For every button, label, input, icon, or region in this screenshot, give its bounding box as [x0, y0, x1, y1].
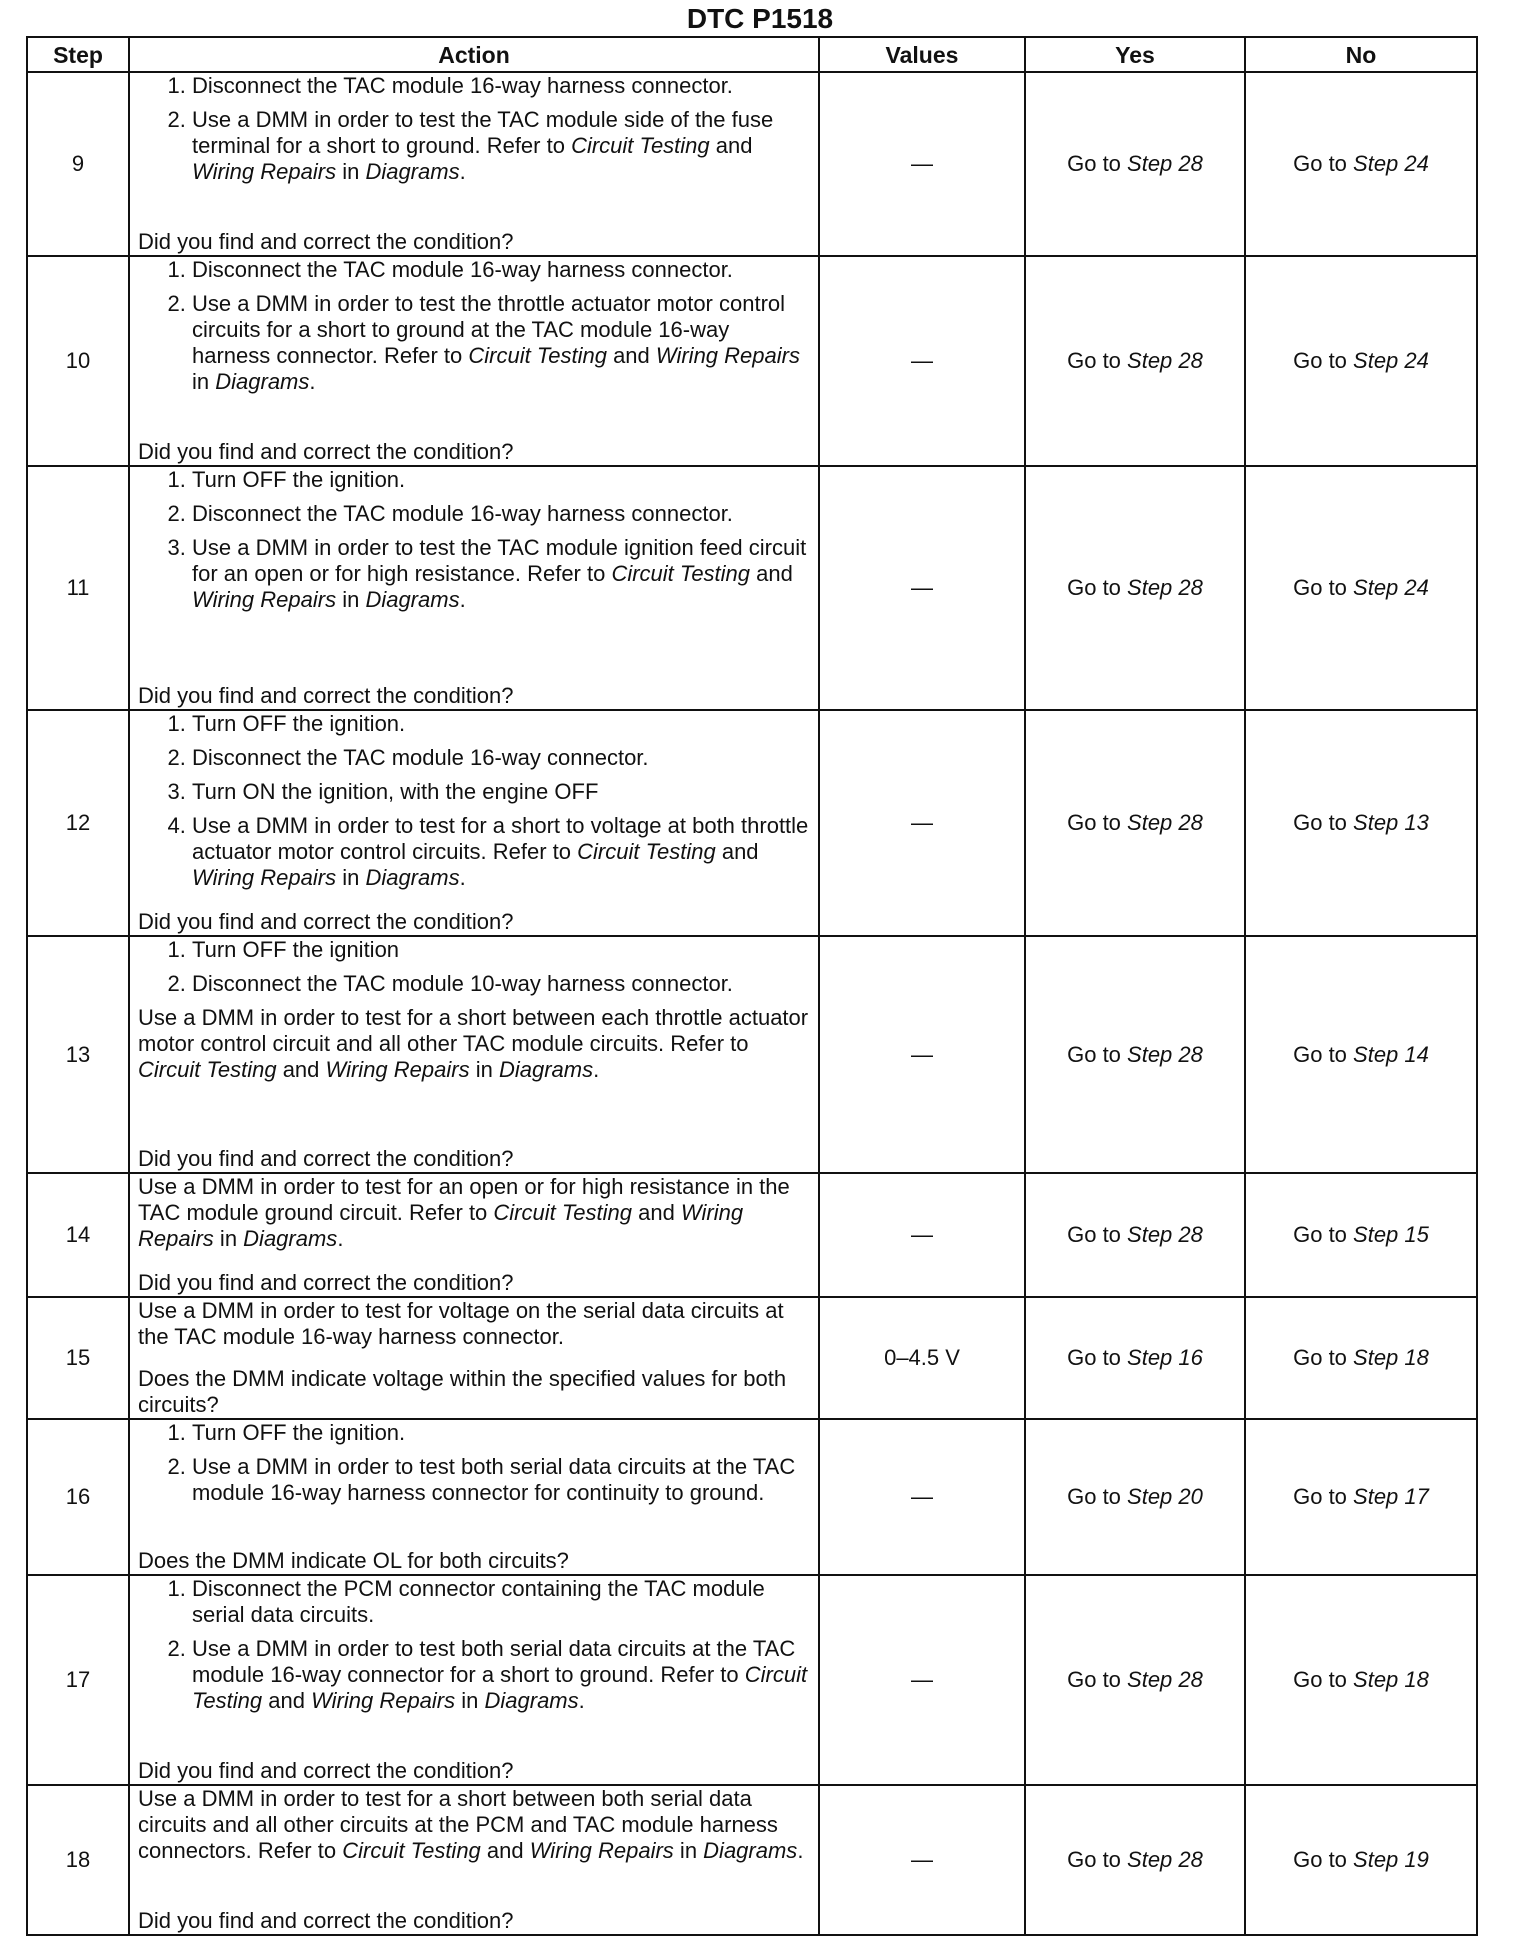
table-row — [27, 1173, 1477, 1297]
action-question: Did you find and correct the condition? — [138, 1270, 514, 1295]
action-text: Turn OFF the ignition — [192, 937, 400, 962]
yes-cell — [1025, 72, 1245, 256]
table-body — [27, 72, 1477, 1935]
step-number: 11 — [27, 466, 129, 710]
yes-step-reference: Step 20 — [1127, 1484, 1203, 1509]
reference-link-text: Diagrams — [365, 865, 460, 890]
action-step-item — [192, 937, 810, 963]
value-cell: — — [819, 710, 1025, 936]
action-step-item — [192, 1636, 810, 1714]
reference-link-text: Circuit Testing — [577, 839, 716, 864]
table-row — [27, 710, 1477, 936]
action-cell — [129, 1173, 819, 1297]
reference-link-text: Diagrams — [243, 1226, 338, 1251]
value-cell: — — [819, 1173, 1025, 1297]
value-cell: — — [819, 1575, 1025, 1785]
action-question: Did you find and correct the condition? — [138, 909, 514, 934]
reference-link-text: Wiring Repairs — [325, 1057, 470, 1082]
action-text: Disconnect the PCM connector containing the TAC module serial data circuits. — [192, 1576, 765, 1627]
yes-step-reference: Step 16 — [1127, 1345, 1203, 1370]
action-text: and — [262, 1688, 312, 1713]
action-cell — [129, 1419, 819, 1575]
no-goto-text: Go to — [1293, 1484, 1354, 1509]
table-row — [27, 72, 1477, 256]
action-content — [138, 1298, 810, 1418]
yes-step-reference: Step 28 — [1127, 1667, 1203, 1692]
action-cell — [129, 1575, 819, 1785]
yes-cell — [1025, 256, 1245, 466]
reference-link-text: Diagrams — [215, 369, 310, 394]
reference-link-text: Wiring Repairs — [655, 343, 800, 368]
no-step-reference: Step 14 — [1353, 1041, 1429, 1067]
action-text: Use a DMM in order to test the throttle actuator motor control circuits for a short to ground at the TAC module 16-way harness connector. Refer to — [192, 291, 786, 368]
action-step-item — [192, 971, 810, 997]
action-question: Did you find and correct the condition? — [138, 1758, 514, 1783]
action-text: and — [480, 1838, 530, 1863]
step-number: 14 — [27, 1173, 129, 1297]
yes-cell — [1025, 710, 1245, 936]
action-text: and — [750, 561, 793, 586]
action-text: Turn OFF the ignition. — [192, 1420, 406, 1445]
reference-link-text: Circuit Testing — [571, 133, 710, 158]
no-cell — [1245, 72, 1477, 256]
reference-link-text: Wiring Repairs — [192, 865, 337, 890]
action-content — [138, 1786, 810, 1934]
action-step-item — [192, 813, 810, 891]
no-cell — [1245, 936, 1477, 1173]
action-steps-list — [138, 711, 810, 899]
action-step-item — [192, 107, 810, 185]
action-text: Disconnect the TAC module 16-way harness connector. — [192, 73, 733, 98]
action-text: . — [459, 159, 466, 184]
no-step-reference: Step 15 — [1353, 1222, 1429, 1247]
table-row — [27, 1297, 1477, 1419]
action-text: Disconnect the TAC module 16-way connector. — [192, 745, 649, 770]
no-cell — [1245, 1173, 1477, 1297]
value-cell: 0–4.5 V — [819, 1297, 1025, 1419]
action-text: Use a DMM in order to test the TAC module ignition feed circuit for an open or for high resistance. Refer to — [192, 535, 807, 586]
action-step-item — [192, 1454, 810, 1506]
value-cell: — — [819, 256, 1025, 466]
action-text: . — [309, 369, 316, 394]
action-content — [138, 257, 810, 465]
reference-link-text: Circuit Testing — [192, 1662, 808, 1713]
no-goto-text: Go to — [1293, 810, 1354, 835]
yes-goto-text: Go to — [1067, 1041, 1128, 1067]
action-content — [138, 1576, 810, 1784]
action-cell — [129, 256, 819, 466]
yes-goto-text: Go to — [1067, 1847, 1128, 1872]
action-steps-list — [138, 73, 810, 193]
yes-goto-text: Go to — [1067, 348, 1128, 373]
yes-step-reference: Step 28 — [1127, 151, 1203, 176]
action-question: Did you find and correct the condition? — [138, 683, 514, 708]
action-step-item — [192, 467, 810, 493]
action-content — [138, 1174, 810, 1296]
table-row — [27, 1575, 1477, 1785]
action-steps-list — [138, 937, 810, 1005]
action-paragraph — [138, 1174, 810, 1252]
action-text: and — [715, 839, 759, 864]
action-step-item — [192, 711, 810, 737]
reference-link-text: Wiring Repairs — [192, 159, 337, 184]
reference-link-text: Circuit Testing — [493, 1200, 632, 1225]
yes-step-reference: Step 28 — [1127, 810, 1203, 835]
step-number: 13 — [27, 936, 129, 1173]
action-step-item — [192, 291, 810, 395]
no-step-reference: Step 13 — [1353, 810, 1429, 835]
no-goto-text: Go to — [1293, 1345, 1354, 1370]
action-text: Use a DMM in order to test for voltage on the serial data circuits at the TAC module 16-way harness connector. — [138, 1298, 784, 1349]
action-question: Did you find and correct the condition? — [138, 1146, 514, 1171]
action-cell — [129, 1785, 819, 1935]
action-content — [138, 1420, 810, 1574]
yes-goto-text: Go to — [1067, 575, 1128, 600]
action-text: Disconnect the TAC module 10-way harness connector. — [192, 971, 733, 996]
action-question: Did you find and correct the condition? — [138, 229, 514, 254]
action-text: . — [459, 587, 466, 612]
yes-goto-text: Go to — [1067, 151, 1128, 176]
no-step-reference: Step 24 — [1353, 348, 1429, 373]
action-text: in — [336, 587, 366, 612]
action-question: Did you find and correct the condition? — [138, 1908, 514, 1933]
action-text: in — [336, 865, 366, 890]
reference-link-text: Wiring Repairs — [138, 1200, 744, 1251]
reference-link-text: Diagrams — [365, 159, 460, 184]
action-question: Does the DMM indicate OL for both circuits? — [138, 1548, 569, 1573]
action-text: in — [213, 1226, 244, 1251]
action-text: Use a DMM in order to test both serial data circuits at the TAC module 16-way connector for a short to ground. Refer to — [192, 1636, 796, 1687]
action-text: and — [709, 133, 753, 158]
action-text: Disconnect the TAC module 16-way harness connector. — [192, 501, 733, 526]
action-text: Turn OFF the ignition. — [192, 467, 406, 492]
action-step-item — [192, 779, 810, 805]
action-question: Does the DMM indicate voltage within the specified values for both circuits? — [138, 1366, 787, 1417]
action-cell — [129, 936, 819, 1173]
no-step-reference: Step 17 — [1353, 1484, 1429, 1509]
action-step-item — [192, 73, 810, 99]
action-step-item — [192, 535, 810, 613]
value-cell: — — [819, 1419, 1025, 1575]
reference-link-text: Diagrams — [703, 1838, 798, 1863]
action-text: . — [459, 865, 466, 890]
no-cell — [1245, 1575, 1477, 1785]
action-paragraph — [138, 1786, 810, 1864]
table-row — [27, 466, 1477, 710]
action-text: in — [336, 159, 366, 184]
action-content — [138, 937, 810, 1172]
value-cell: — — [819, 936, 1025, 1173]
no-cell — [1245, 710, 1477, 936]
action-steps-list — [138, 257, 810, 403]
step-number: 17 — [27, 1575, 129, 1785]
reference-link-text: Diagrams — [498, 1057, 594, 1082]
action-text: Use a DMM in order to test for an open or for high resistance in the TAC module ground circuit. Refer to — [138, 1174, 790, 1225]
document-title: DTC P1518 — [686, 3, 834, 34]
no-step-reference: Step 18 — [1353, 1345, 1429, 1370]
action-cell — [129, 72, 819, 256]
action-text: . — [578, 1688, 585, 1713]
action-content — [138, 467, 810, 709]
value-cell: — — [819, 1785, 1025, 1935]
no-goto-text: Go to — [1293, 348, 1354, 373]
yes-step-reference: Step 28 — [1127, 1041, 1203, 1067]
action-step-item — [192, 1576, 810, 1628]
header-yes: Yes — [1025, 37, 1245, 72]
value-cell: — — [819, 466, 1025, 710]
action-content — [138, 73, 810, 255]
action-text: Disconnect the TAC module 16-way harness connector. — [192, 257, 733, 282]
action-text: Turn OFF the ignition. — [192, 711, 406, 736]
no-cell — [1245, 466, 1477, 710]
action-text: . — [797, 1838, 804, 1863]
action-step-item — [192, 1420, 810, 1446]
step-number: 15 — [27, 1297, 129, 1419]
reference-link-text: Wiring Repairs — [311, 1688, 456, 1713]
action-steps-list — [138, 1420, 810, 1514]
table-row — [27, 1785, 1477, 1935]
yes-step-reference: Step 28 — [1127, 1222, 1203, 1247]
action-step-item — [192, 745, 810, 771]
no-goto-text: Go to — [1293, 1041, 1354, 1067]
action-text: in — [455, 1688, 485, 1713]
step-number: 10 — [27, 256, 129, 466]
action-text: in — [673, 1838, 704, 1863]
yes-goto-text: Go to — [1067, 1222, 1128, 1247]
yes-step-reference: Step 28 — [1127, 1847, 1203, 1872]
action-step-item — [192, 501, 810, 527]
action-paragraph — [138, 1005, 810, 1083]
header-values: Values — [819, 37, 1025, 72]
no-step-reference: Step 24 — [1353, 151, 1429, 176]
step-number: 12 — [27, 710, 129, 936]
reference-link-text: Circuit Testing — [611, 561, 751, 586]
yes-goto-text: Go to — [1067, 1345, 1128, 1370]
no-step-reference: Step 19 — [1353, 1847, 1429, 1872]
reference-link-text: Wiring Repairs — [529, 1838, 674, 1863]
reference-link-text: Wiring Repairs — [192, 587, 337, 612]
reference-link-text: Circuit Testing — [468, 343, 607, 368]
yes-cell — [1025, 1419, 1245, 1575]
yes-cell — [1025, 1575, 1245, 1785]
action-text: and — [606, 343, 656, 368]
yes-step-reference: Step 28 — [1127, 575, 1203, 600]
no-goto-text: Go to — [1293, 1847, 1354, 1872]
yes-cell — [1025, 1173, 1245, 1297]
reference-link-text: Diagrams — [484, 1688, 579, 1713]
no-cell — [1245, 1785, 1477, 1935]
table-row — [27, 1419, 1477, 1575]
action-paragraph — [138, 1298, 810, 1350]
action-text: . — [593, 1057, 600, 1082]
step-number: 9 — [27, 72, 129, 256]
reference-link-text: Circuit Testing — [342, 1838, 481, 1863]
no-goto-text: Go to — [1293, 1222, 1354, 1247]
yes-step-reference: Step 28 — [1127, 348, 1203, 373]
table-row — [27, 256, 1477, 466]
diagnostic-table — [26, 36, 1478, 1936]
no-cell — [1245, 1419, 1477, 1575]
yes-goto-text: Go to — [1067, 810, 1128, 835]
no-goto-text: Go to — [1293, 1667, 1354, 1692]
action-text: Use a DMM in order to test the TAC module side of the fuse terminal for a short to ground. Refer to — [192, 107, 774, 158]
reference-link-text: Diagrams — [365, 587, 460, 612]
action-step-item — [192, 257, 810, 283]
no-cell — [1245, 256, 1477, 466]
no-cell — [1245, 1297, 1477, 1419]
yes-goto-text: Go to — [1067, 1484, 1128, 1509]
action-text: Use a DMM in order to test for a short between both serial data circuits and all other circuits at the PCM and TAC module harness connectors. Refer to — [138, 1786, 778, 1863]
action-text: Use a DMM in order to test for a short to voltage at both throttle actuator motor control circuits. Refer to — [192, 813, 809, 864]
yes-cell — [1025, 1785, 1245, 1935]
header-action: Action — [129, 37, 819, 72]
reference-link-text: Circuit Testing — [138, 1057, 277, 1082]
action-text: and — [631, 1200, 681, 1225]
action-text: Turn ON the ignition, with the engine OFF — [192, 779, 599, 804]
action-cell — [129, 1297, 819, 1419]
no-step-reference: Step 24 — [1353, 575, 1429, 600]
action-text: Use a DMM in order to test for a short between each throttle actuator motor control circuit and all other TAC module circuits. Refer to — [138, 1005, 809, 1056]
value-cell: — — [819, 72, 1025, 256]
action-text: Use a DMM in order to test both serial data circuits at the TAC module 16-way harness connector for continuity to ground. — [192, 1454, 796, 1505]
header-step: Step — [27, 37, 129, 72]
header-no: No — [1245, 37, 1477, 72]
yes-cell — [1025, 1297, 1245, 1419]
action-cell — [129, 466, 819, 710]
no-step-reference: Step 18 — [1353, 1667, 1429, 1692]
step-number: 18 — [27, 1785, 129, 1935]
action-steps-list — [138, 467, 810, 621]
yes-goto-text: Go to — [1067, 1667, 1128, 1692]
table-header-row — [27, 37, 1477, 72]
yes-cell — [1025, 936, 1245, 1173]
action-text: in — [469, 1057, 499, 1082]
action-steps-list — [138, 1576, 810, 1722]
no-goto-text: Go to — [1293, 151, 1354, 176]
step-number: 16 — [27, 1419, 129, 1575]
action-cell — [129, 710, 819, 936]
action-question: Did you find and correct the condition? — [138, 439, 514, 464]
action-text: and — [276, 1057, 326, 1082]
no-goto-text: Go to — [1293, 575, 1354, 600]
table-row — [27, 936, 1477, 1173]
action-text: in — [192, 369, 216, 394]
yes-cell — [1025, 466, 1245, 710]
action-text: . — [337, 1226, 344, 1251]
action-content — [138, 711, 810, 935]
